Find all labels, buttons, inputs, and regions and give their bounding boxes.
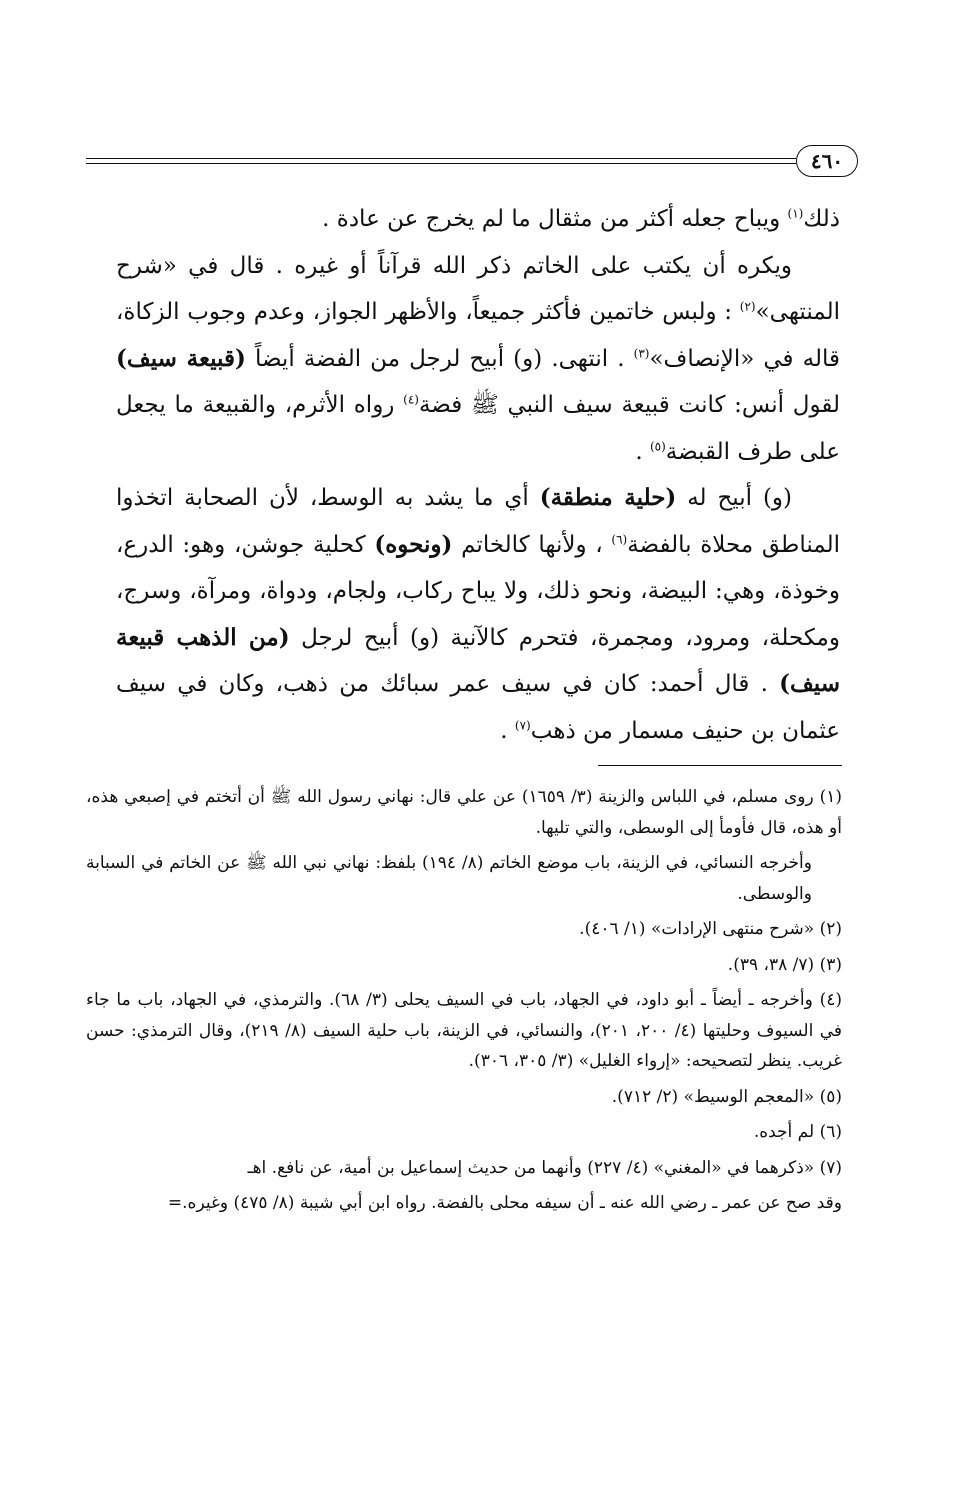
footnote-ref[interactable]: (٧): [514, 717, 531, 732]
page-number: ٤٦٠: [796, 145, 858, 177]
footnote-5: (٥) «المعجم الوسيط» (٢/ ٧١٢).: [611, 1086, 842, 1107]
footnotes: [86, 782, 842, 1224]
footnote-3: (٣) (٧/ ٣٨، ٣٩).: [727, 954, 842, 975]
footnote-ref[interactable]: (٣): [633, 345, 650, 360]
text-run: ويباح جعله أكثر من مثقال ما لم يخرج عن عادة .: [322, 206, 788, 232]
text-run: أي ما يشد به الوسط، لأن الصحابة اتخذوا المناطق محلاة بالفضة: [116, 485, 841, 558]
page-header: [86, 142, 858, 182]
text-run: .: [635, 438, 650, 465]
text-run: . انتهى. (و) أبيح لرجل من الفضة أيضاً: [245, 345, 634, 372]
footnote-2: (٢) «شرح منتهى الإرادات» (١/ ٤٠٦).: [579, 919, 842, 939]
bold-term: (ونحوه): [374, 530, 453, 558]
paragraph-2: [116, 243, 840, 476]
text-run: لقول أنس: كانت قبيعة سيف النبي ﷺ فضة: [418, 392, 840, 418]
paragraph-1: [116, 196, 840, 243]
text-run: رواه الأثرم، والقبيعة ما يجعل على طرف القبضة: [116, 392, 840, 465]
footnote-7-continued: وقد صح عن عمر ـ رضي الله عنه ـ أن سيفه محلى بالفضة. رواه ابن أبي شيبة (٨/ ٤٧٥) وغيره.=: [167, 1193, 842, 1213]
paragraph-3: [116, 475, 840, 754]
footnote-1-continued: وأخرجه النسائي، في الزينة، باب موضع الخاتم (٨/ ١٩٤) بلفظ: نهاني نبي الله ﷺ عن الخاتم في السبابة والوسطى.: [86, 853, 812, 904]
text-run: : ولبس خاتمين فأكثر جميعاً، والأظهر الجواز، وعدم وجوب الزكاة، قاله في «الإنصاف»: [116, 299, 840, 372]
text-run: ويكره أن يكتب على الخاتم ذكر الله قرآناً أو غيره . قال في «شرح المنتهى»: [116, 252, 840, 325]
text-run: ذلك: [803, 206, 840, 232]
header-rule: [86, 158, 796, 159]
main-text: [116, 196, 840, 754]
footnote-6: (٦) لم أجده.: [753, 1122, 842, 1142]
text-run: . قال أحمد: كان في سيف عمر سبائك من ذهب، وكان في سيف عثمان بن حنيف مسمار من ذهب: [116, 671, 840, 744]
footnote-ref[interactable]: (٥): [649, 438, 666, 453]
text-run: ، ولأنها كالخاتم: [452, 531, 612, 558]
text-run: كحلية جوشن، وهو: الدرع، وخوذة، وهي: البيضة، ونحو ذلك، ولا يباح ركاب، ولجام، ودواة، ومرآة، وسرج، ومكحلة، ومرود، ومجمرة، فتحرم كالآنية (و) أبيح لرجل: [116, 531, 840, 651]
footnote-7: (٧) «ذكرهما في «المغني» (٤/ ٢٢٧) وأنهما من حديث إسماعيل بن أمية، عن نافع. اهـ: [247, 1157, 842, 1178]
footnote-ref[interactable]: (٢): [739, 299, 756, 314]
bold-term: (حلية منطقة): [539, 484, 677, 511]
bold-term: (من الذهب قبيعة سيف): [116, 623, 840, 697]
footnote-1: (١) روى مسلم، في اللباس والزينة (٣/ ١٦٥٩) عن علي قال: نهاني رسول الله ﷺ أن أتختم في إصبعي هذه، أو هذه، قال فأومأ إلى الوسطى، والتي تليها.: [86, 787, 843, 838]
footnote-4: (٤) وأخرجه ـ أيضاً ـ أبو داود، في الجهاد، باب في السيف يحلى (٣/ ٦٨). والترمذي، في الجهاد، باب ما جاء في السيوف وحليتها (٤/ ٢٠٠، ٢٠١)، والنسائي، في الزينة، باب حلية السيف (٨/ ٢١٩)، وقال الترمذي: حسن غريب. ينظر لتصحيحه: «إرواء الغليل» (٣/ ٣٠٥، ٣٠٦).: [86, 990, 843, 1071]
footnote-ref[interactable]: (١): [787, 206, 804, 221]
header-rule-thin: [86, 163, 796, 164]
footnote-ref[interactable]: (٤): [403, 392, 419, 407]
footnote-separator: [598, 765, 842, 766]
bold-term: (قبيعة سيف): [116, 344, 246, 372]
text-run: (و) أبيح له: [676, 485, 793, 511]
text-run: .: [500, 717, 515, 744]
footnote-ref[interactable]: (٦): [611, 531, 628, 546]
